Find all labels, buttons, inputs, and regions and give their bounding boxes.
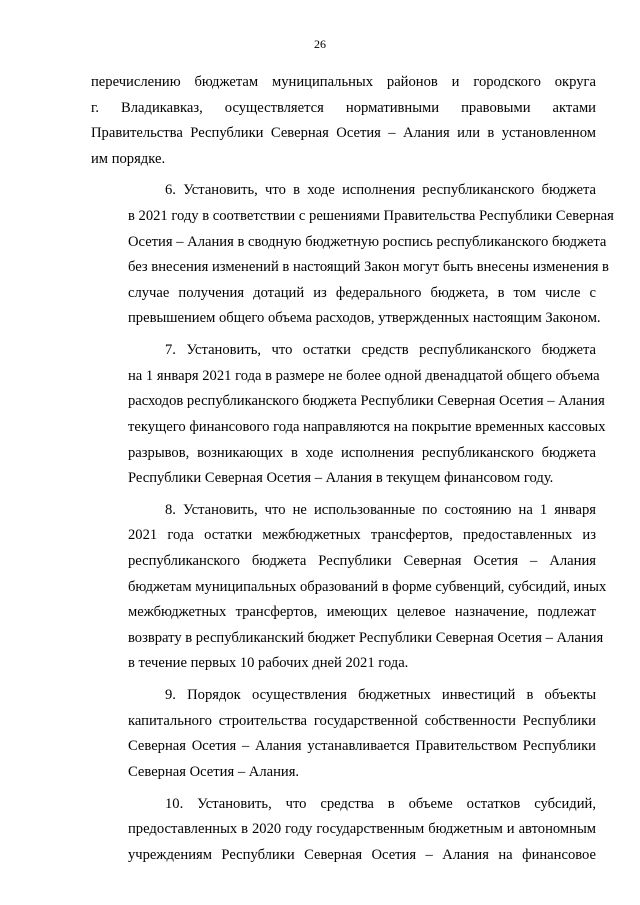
text-line: на 1 января 2021 года в размере не более одной двенадцатой общего объема bbox=[128, 367, 600, 384]
text-line: случае получения дотаций из федерального бюджета, в том числе с bbox=[128, 284, 596, 301]
text-line: возврату в республиканский бюджет Республики Северная Осетия – Алания bbox=[128, 629, 604, 646]
text-line: 8. Установить, что не использованные по состоянию на 1 января bbox=[165, 501, 596, 518]
paragraph-continuation bbox=[91, 70, 596, 172]
text-line: разрывов, возникающих в ходе исполнения республиканского бюджета bbox=[128, 444, 596, 461]
paragraph-item-8 bbox=[91, 498, 607, 677]
text-line: Правительства Республики Северная Осетия – Алания или в установленном bbox=[91, 125, 596, 142]
text-line: Республики Северная Осетия – Алания в текущем финансовом году. bbox=[128, 470, 554, 487]
paragraph-item-7 bbox=[91, 338, 606, 492]
text-line: без внесения изменений в настоящий Закон могут быть внесены изменения в bbox=[128, 259, 609, 276]
paragraph-item-6 bbox=[91, 178, 614, 332]
text-line: 2021 года остатки межбюджетных трансфертов, предоставленных из bbox=[128, 527, 596, 544]
text-line: капитального строительства государственной собственности Республики bbox=[128, 712, 596, 729]
text-line: Северная Осетия – Алания. bbox=[128, 763, 300, 780]
text-line: 10. Установить, что средства в объеме остатков субсидий, bbox=[165, 795, 596, 812]
document-body bbox=[91, 70, 614, 874]
page-number: 26 bbox=[314, 37, 326, 51]
text-line: бюджетам муниципальных образований в форме субвенций, субсидий, иных bbox=[128, 578, 607, 595]
text-line: в течение первых 10 рабочих дней 2021 года. bbox=[128, 655, 409, 672]
text-line: 6. Установить, что в ходе исполнения республиканского бюджета bbox=[165, 182, 596, 199]
text-line: им порядке. bbox=[91, 150, 166, 167]
text-line: перечислению бюджетам муниципальных районов и городского округа bbox=[91, 74, 596, 90]
text-line: 9. Порядок осуществления бюджетных инвестиций в объекты bbox=[165, 687, 596, 704]
text-line: учреждениям Республики Северная Осетия – Алания на финансовое bbox=[128, 846, 596, 863]
text-line: предоставленных в 2020 году государственным бюджетным и автономным bbox=[128, 821, 596, 838]
text-line: расходов республиканского бюджета Республики Северная Осетия – Алания bbox=[128, 393, 605, 410]
text-line: превышением общего объема расходов, утвержденных настоящим Законом. bbox=[128, 310, 601, 327]
text-line: республиканского бюджета Республики Северная Осетия – Алания bbox=[128, 552, 596, 569]
text-line: в 2021 году в соответствии с решениями Правительства Республики Северная bbox=[128, 208, 614, 225]
text-line: Осетия – Алания в сводную бюджетную роспись республиканского бюджета bbox=[128, 233, 607, 250]
text-line: текущего финансового года направляются на покрытие временных кассовых bbox=[128, 418, 606, 435]
paragraph-item-9 bbox=[91, 683, 596, 785]
text-line: г. Владикавказ, осуществляется нормативными правовыми актами bbox=[91, 99, 596, 116]
text-line: Северная Осетия – Алания устанавливается Правительством Республики bbox=[128, 738, 596, 755]
text-line: 7. Установить, что остатки средств республиканского бюджета bbox=[165, 342, 596, 359]
text-line: межбюджетных трансфертов, имеющих целевое назначение, подлежат bbox=[128, 604, 596, 621]
paragraph-item-10 bbox=[91, 792, 596, 869]
